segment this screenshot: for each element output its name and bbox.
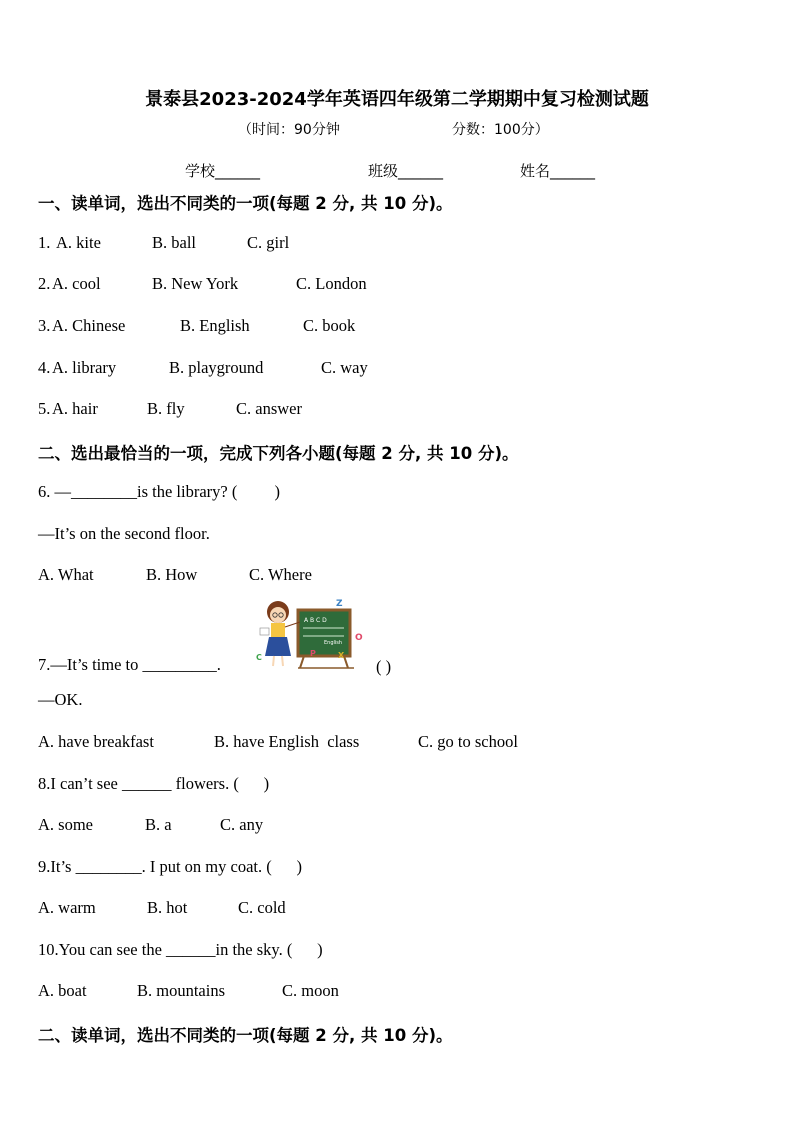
name-field: 姓名______: [520, 162, 596, 180]
option-a: A. boat: [38, 981, 87, 1000]
option-b: B. playground: [169, 358, 264, 377]
exam-score: 分数：100分）: [452, 122, 549, 138]
easel-leg: [300, 656, 304, 668]
option-c: C. moon: [282, 981, 339, 1000]
option-c: C. way: [321, 358, 368, 377]
teacher-leg: [282, 656, 283, 666]
teacher-illustration: [254, 596, 364, 672]
option-a: A. Chinese: [52, 316, 126, 335]
school-field: 学校______: [185, 162, 261, 180]
option-c: C. book: [303, 316, 356, 335]
letter-p: P: [310, 649, 316, 658]
class-field: 班级______: [368, 162, 444, 180]
question-stem: 9.It’s ________. I put on my coat. ( ): [38, 857, 302, 876]
option-b: B. a: [145, 815, 172, 834]
option-c: C. answer: [236, 399, 302, 418]
option-c: C. London: [296, 274, 367, 293]
option-c: C. girl: [247, 233, 290, 252]
option-c: C. cold: [238, 898, 286, 917]
option-b: B. fly: [147, 399, 185, 418]
teacher-leg: [273, 656, 274, 666]
answer-paren: ( ): [376, 657, 392, 676]
option-c: C. go to school: [418, 732, 518, 751]
option-a: A. library: [52, 358, 117, 377]
question-number: 1.: [38, 233, 55, 252]
easel-leg: [344, 656, 348, 668]
question-stem: 8.I can’t see ______ flowers. ( ): [38, 774, 270, 793]
option-b: B. English: [180, 316, 250, 335]
section-2-heading: 二、选出最恰当的一项，完成下列各小题(每题 2 分, 共 10 分)。: [38, 444, 519, 463]
option-b: B. hot: [147, 898, 188, 917]
section-1-heading: 一、读单词，选出不同类的一项(每题 2 分, 共 10 分)。: [38, 194, 453, 213]
question-reply: —It’s on the second floor.: [38, 524, 210, 543]
question-stem: 10.You can see the ______in the sky. ( ): [38, 940, 323, 959]
teacher-skirt: [265, 637, 291, 656]
option-a: A. have breakfast: [38, 732, 154, 751]
exam-title: 景泰县2023-2024学年英语四年级第二学期期中复习检测试题: [145, 89, 649, 110]
question-number: 2.: [38, 274, 51, 293]
question-stem: 6. —________is the library? ( ): [38, 482, 280, 501]
question-number: 3.: [38, 316, 51, 335]
option-b: B. have English class: [214, 732, 360, 751]
teacher-shirt: [271, 623, 285, 637]
question-number: 4.: [38, 358, 51, 377]
section-3-heading: 二、读单词，选出不同类的一项(每题 2 分, 共 10 分)。: [38, 1026, 453, 1045]
option-a: A. What: [38, 565, 94, 584]
board-text: A B C D: [304, 617, 327, 624]
option-a: A. cool: [52, 274, 101, 293]
letter-o: O: [355, 633, 363, 643]
option-c: C. Where: [249, 565, 312, 584]
question-reply: —OK.: [38, 690, 83, 709]
option-a: A. hair: [52, 399, 98, 418]
option-b: B. mountains: [137, 981, 226, 1000]
board-label: English: [324, 640, 343, 646]
option-a: A. warm: [38, 898, 96, 917]
question-number: 5.: [38, 399, 51, 418]
option-b: B. ball: [152, 233, 196, 252]
option-b: B. New York: [152, 274, 239, 293]
option-c: C. any: [220, 815, 264, 834]
teacher-face: [270, 607, 286, 623]
question-stem: 7.—It’s time to _________.: [38, 655, 221, 674]
option-a: A. some: [38, 815, 93, 834]
letter-z: Z: [336, 599, 343, 609]
option-a: A. kite: [56, 233, 101, 252]
option-b: B. How: [146, 565, 198, 584]
exam-time: （时间：90分钟: [238, 122, 340, 138]
letter-c: C: [256, 653, 262, 662]
teacher-book: [260, 628, 269, 635]
letter-x: X: [338, 651, 345, 660]
